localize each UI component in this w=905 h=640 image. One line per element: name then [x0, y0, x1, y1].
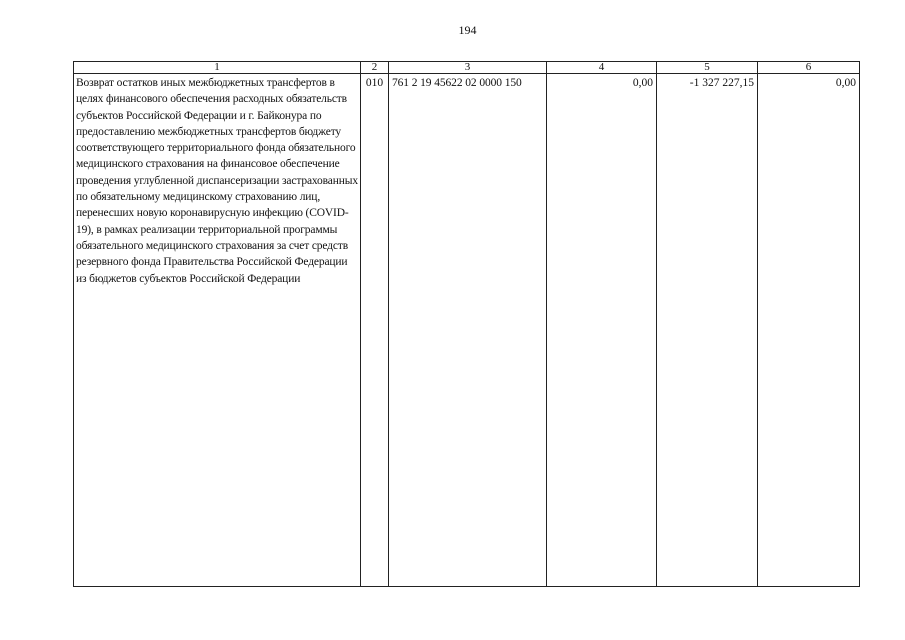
row-budget-code: 761 2 19 45622 02 0000 150: [389, 74, 547, 587]
column-header-3: 3: [389, 62, 547, 74]
row-admin-code: 010: [361, 74, 389, 587]
column-header-5: 5: [657, 62, 758, 74]
budget-table: [73, 61, 860, 587]
column-header-2: 2: [361, 62, 389, 74]
row-value-col5: -1 327 227,15: [657, 74, 758, 587]
table-header-row: [74, 62, 860, 74]
column-header-6: 6: [758, 62, 860, 74]
table-row: [74, 74, 860, 587]
row-description: Возврат остатков иных межбюджетных трансфертов в целях финансового обеспечения расходных обязательств субъектов Российской Федерации и г. Байконура по предоставлению межбюджетных трансфертов бюджету соответствующего территориального фонда обязательного медицинского страхования на финансовое обеспечение проведения углубленной диспансеризации застрахованных по обязательному медицинскому страхованию лиц, перенесших новую коронавирусную инфекцию (COVID-19), в рамках реализации территориальной программы обязательного медицинского страхования за счет средств резервного фонда Правительства Российской Федерации из бюджетов субъектов Российской Федерации: [74, 74, 361, 587]
row-value-col4: 0,00: [547, 74, 657, 587]
column-header-4: 4: [547, 62, 657, 74]
page-number: 194: [458, 23, 477, 37]
row-value-col6: 0,00: [758, 74, 860, 587]
column-header-1: 1: [74, 62, 361, 74]
